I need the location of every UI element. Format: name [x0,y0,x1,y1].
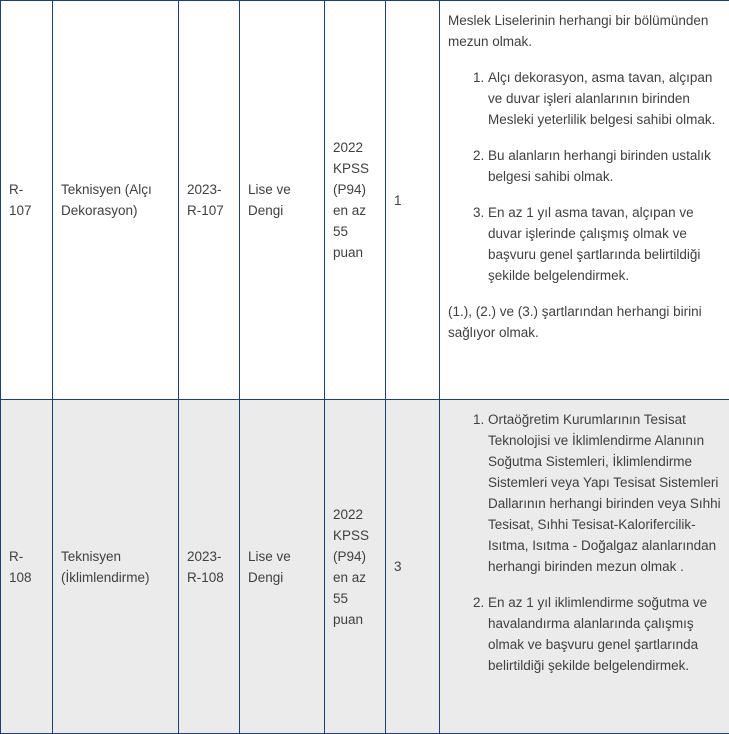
requirement-item: 2. Bu alanların herhangi birinden ustalık belgesi sahibi olmak. [488,145,724,187]
position-title: Teknisyen (Alçı Dekorasyon) [53,1,179,400]
requirements-list [448,67,724,286]
requirements-cell [440,1,729,400]
position-ref: 2023-R-107 [179,1,240,400]
position-title: Teknisyen (İklimlendirme) [53,400,179,734]
requirement-item: 1. Ortaöğretim Kurumlarının Tesisat Teknolojisi ve İklimlendirme Alanının Soğutma Sistemleri, İklimlendirme Sistemleri veya Yapı Tesisat Sistemleri Dallarının herhangi birinden veya Sıhhi Tesisat, Sıhhi Tesisat-Kalorifercilik- Isıtma, Isıtma - Doğalgaz alanlarından herhangi birinden mezun olmak . [488,409,724,577]
exam-requirement: 2022 KPSS (P94) en az 55 puan [325,400,386,734]
requirements-intro: Meslek Liselerinin herhangi bir bölümünden mezun olmak. [448,10,724,52]
position-code: R-107 [1,1,53,400]
quota: 1 [386,1,440,400]
position-ref: 2023-R-108 [179,400,240,734]
quota: 3 [386,400,440,734]
requirements-cell [440,400,729,734]
education-level: Lise ve Dengi [240,1,325,400]
table-row [1,400,729,734]
requirement-item: 1. Alçı dekorasyon, asma tavan, alçıpan ve duvar işleri alanlarının birinden Mesleki yeterlilik belgesi sahibi olmak. [488,67,724,130]
requirement-item: 3. En az 1 yıl asma tavan, alçıpan ve duvar işlerinde çalışmış olmak ve başvuru genel şartlarında belirtildiği şekilde belgelendirmek. [488,202,724,286]
position-code: R-108 [1,400,53,734]
requirement-item: 2. En az 1 yıl iklimlendirme soğutma ve havalandırma alanlarında çalışmış olmak ve başvuru genel şartlarında belirtildiği şekilde belgelendirmek. [488,592,724,676]
requirements-note: (1.), (2.) ve (3.) şartlarından herhangi birini sağlıyor olmak. [448,301,724,343]
education-level: Lise ve Dengi [240,400,325,734]
exam-requirement: 2022 KPSS (P94) en az 55 puan [325,1,386,400]
requirements-list [448,409,724,676]
table-row [1,1,729,400]
